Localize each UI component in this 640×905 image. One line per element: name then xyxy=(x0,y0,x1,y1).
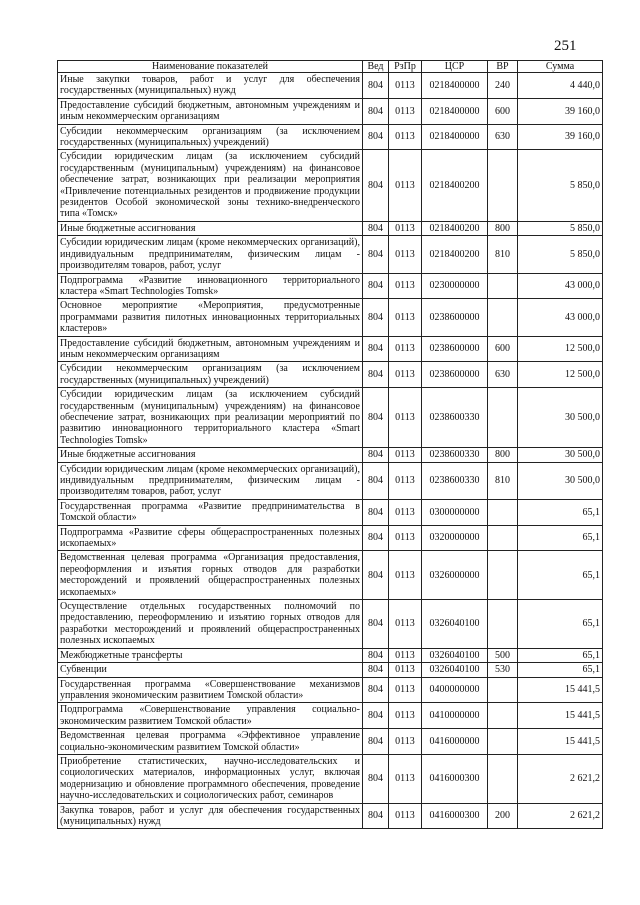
cell-ved: 804 xyxy=(363,124,389,150)
cell-ved: 804 xyxy=(363,362,389,388)
cell-ved: 804 xyxy=(363,299,389,336)
cell-ved: 804 xyxy=(363,388,389,448)
cell-name: Ведомственная целевая программа «Организация предоставления, переоформления и изъятия горных отводов для разработки месторождений и проявлений общераспространенных полезных ископаемых» xyxy=(58,551,363,600)
cell-ved: 804 xyxy=(363,73,389,99)
cell-ved: 804 xyxy=(363,221,389,235)
table-row xyxy=(58,336,603,362)
cell-name: Подпрограмма «Развитие сферы общераспространенных полезных ископаемых» xyxy=(58,525,363,551)
cell-name: Осуществление отдельных государственных полномочий по предоставлению, переоформлению и изъятию горных отводов для разработки месторождений и проявлений общераспространенных полезных ископаемых xyxy=(58,600,363,649)
cell-name: Основное мероприятие «Мероприятия, предусмотренные программами развития пилотных инновационных территориальных кластеров» xyxy=(58,299,363,336)
cell-name: Предоставление субсидий бюджетным, автономным учреждениям и иным некоммерческим организациям xyxy=(58,336,363,362)
table-header-row xyxy=(58,61,603,73)
cell-ved: 804 xyxy=(363,499,389,525)
cell-csr: 0326040100 xyxy=(422,663,488,677)
cell-ved: 804 xyxy=(363,236,389,273)
cell-sum: 5 850,0 xyxy=(518,236,603,273)
cell-sum: 12 500,0 xyxy=(518,336,603,362)
cell-sum: 65,1 xyxy=(518,648,603,662)
cell-ved: 804 xyxy=(363,729,389,755)
cell-rzpr: 0113 xyxy=(389,124,422,150)
cell-rzpr: 0113 xyxy=(389,525,422,551)
cell-sum: 43 000,0 xyxy=(518,299,603,336)
cell-name: Субсидии некоммерческим организациям (за исключением государственных (муниципальных) учреждений) xyxy=(58,124,363,150)
cell-name: Субвенции xyxy=(58,663,363,677)
table-row xyxy=(58,551,603,600)
cell-vr xyxy=(488,299,518,336)
cell-sum: 15 441,5 xyxy=(518,677,603,703)
cell-csr: 0238600000 xyxy=(422,336,488,362)
cell-csr: 0230000000 xyxy=(422,273,488,299)
cell-rzpr: 0113 xyxy=(389,729,422,755)
cell-rzpr: 0113 xyxy=(389,150,422,221)
cell-vr: 600 xyxy=(488,336,518,362)
cell-name: Субсидии юридическим лицам (кроме некоммерческих организаций), индивидуальным предпринимателям, физическим лицам - производителям товаров, работ, услуг xyxy=(58,462,363,499)
cell-csr: 0416000300 xyxy=(422,803,488,829)
cell-rzpr: 0113 xyxy=(389,551,422,600)
cell-ved: 804 xyxy=(363,663,389,677)
cell-rzpr: 0113 xyxy=(389,299,422,336)
page-number: 251 xyxy=(554,38,577,54)
cell-vr xyxy=(488,273,518,299)
cell-vr xyxy=(488,150,518,221)
cell-ved: 804 xyxy=(363,448,389,462)
cell-rzpr: 0113 xyxy=(389,803,422,829)
cell-csr: 0326040100 xyxy=(422,648,488,662)
cell-sum: 4 440,0 xyxy=(518,73,603,99)
cell-name: Субсидии юридическим лицам (за исключением субсидий государственным (муниципальным) учреждениям) на финансовое обеспечение затрат, возникающих при реализации мероприятия «Привлечение потенциальных резидентов и продвижение продукции резидентов Особой экономической зоны технико-внедренческого типа «Томск» xyxy=(58,150,363,221)
cell-sum: 2 621,2 xyxy=(518,803,603,829)
cell-name: Иные бюджетные ассигнования xyxy=(58,448,363,462)
header-rzpr: РзПр xyxy=(389,61,422,73)
cell-sum: 65,1 xyxy=(518,499,603,525)
budget-table xyxy=(57,60,603,829)
cell-csr: 0218400000 xyxy=(422,73,488,99)
header-vr: ВР xyxy=(488,61,518,73)
cell-csr: 0300000000 xyxy=(422,499,488,525)
table-row xyxy=(58,299,603,336)
cell-name: Субсидии некоммерческим организациям (за исключением государственных (муниципальных) учреждений) xyxy=(58,362,363,388)
cell-sum: 43 000,0 xyxy=(518,273,603,299)
cell-sum: 5 850,0 xyxy=(518,150,603,221)
cell-vr: 810 xyxy=(488,462,518,499)
cell-vr xyxy=(488,600,518,649)
cell-rzpr: 0113 xyxy=(389,362,422,388)
cell-vr: 800 xyxy=(488,221,518,235)
cell-vr xyxy=(488,677,518,703)
cell-ved: 804 xyxy=(363,336,389,362)
cell-csr: 0218400200 xyxy=(422,221,488,235)
cell-rzpr: 0113 xyxy=(389,677,422,703)
table-row xyxy=(58,73,603,99)
table-body xyxy=(58,73,603,829)
cell-rzpr: 0113 xyxy=(389,336,422,362)
cell-name: Межбюджетные трансферты xyxy=(58,648,363,662)
cell-csr: 0238600330 xyxy=(422,448,488,462)
cell-ved: 804 xyxy=(363,600,389,649)
cell-name: Государственная программа «Совершенствование механизмов управления экономическим развитием Томской области» xyxy=(58,677,363,703)
cell-vr xyxy=(488,703,518,729)
cell-ved: 804 xyxy=(363,754,389,803)
cell-vr xyxy=(488,388,518,448)
cell-sum: 2 621,2 xyxy=(518,754,603,803)
cell-ved: 804 xyxy=(363,703,389,729)
cell-name: Подпрограмма «Совершенствование управления социально-экономическим развитием Томской области» xyxy=(58,703,363,729)
cell-ved: 804 xyxy=(363,273,389,299)
table-row xyxy=(58,273,603,299)
cell-vr: 630 xyxy=(488,362,518,388)
cell-name: Приобретение статистических, научно-исследовательских и социологических материалов, информационных услуг, включая модернизацию и обновление программного обеспечения, проведение научно-исследовательских и социологических работ, семинаров xyxy=(58,754,363,803)
cell-csr: 0238600330 xyxy=(422,462,488,499)
cell-ved: 804 xyxy=(363,677,389,703)
cell-name: Закупка товаров, работ и услуг для обеспечения государственных (муниципальных) нужд xyxy=(58,803,363,829)
cell-vr: 810 xyxy=(488,236,518,273)
table-row xyxy=(58,388,603,448)
cell-ved: 804 xyxy=(363,648,389,662)
header-sum: Сумма xyxy=(518,61,603,73)
cell-vr: 240 xyxy=(488,73,518,99)
cell-name: Ведомственная целевая программа «Эффективное управление социально-экономическим развитием Томской области» xyxy=(58,729,363,755)
table-row xyxy=(58,462,603,499)
cell-name: Подпрограмма «Развитие инновационного территориального кластера «Smart Technologies Tomsk» xyxy=(58,273,363,299)
cell-ved: 804 xyxy=(363,150,389,221)
cell-sum: 39 160,0 xyxy=(518,98,603,124)
cell-csr: 0416000300 xyxy=(422,754,488,803)
cell-vr xyxy=(488,499,518,525)
cell-vr: 200 xyxy=(488,803,518,829)
table-row xyxy=(58,448,603,462)
cell-csr: 0410000000 xyxy=(422,703,488,729)
cell-rzpr: 0113 xyxy=(389,600,422,649)
cell-rzpr: 0113 xyxy=(389,221,422,235)
cell-vr: 600 xyxy=(488,98,518,124)
cell-vr xyxy=(488,754,518,803)
cell-rzpr: 0113 xyxy=(389,273,422,299)
cell-vr: 630 xyxy=(488,124,518,150)
cell-csr: 0326040100 xyxy=(422,600,488,649)
cell-rzpr: 0113 xyxy=(389,448,422,462)
table-row xyxy=(58,803,603,829)
table-row xyxy=(58,754,603,803)
header-ved: Вед xyxy=(363,61,389,73)
cell-ved: 804 xyxy=(363,551,389,600)
cell-rzpr: 0113 xyxy=(389,462,422,499)
table-row xyxy=(58,362,603,388)
table-row xyxy=(58,525,603,551)
cell-vr xyxy=(488,525,518,551)
table-row xyxy=(58,221,603,235)
cell-sum: 39 160,0 xyxy=(518,124,603,150)
cell-vr xyxy=(488,729,518,755)
cell-csr: 0238600330 xyxy=(422,388,488,448)
cell-sum: 65,1 xyxy=(518,525,603,551)
cell-name: Государственная программа «Развитие предпринимательства в Томской области» xyxy=(58,499,363,525)
table-row xyxy=(58,98,603,124)
header-name: Наименование показателей xyxy=(58,61,363,73)
table-row xyxy=(58,124,603,150)
cell-rzpr: 0113 xyxy=(389,98,422,124)
cell-sum: 65,1 xyxy=(518,663,603,677)
cell-vr: 500 xyxy=(488,648,518,662)
cell-csr: 0218400200 xyxy=(422,150,488,221)
cell-name: Предоставление субсидий бюджетным, автономным учреждениям и иным некоммерческим организациям xyxy=(58,98,363,124)
cell-csr: 0218400200 xyxy=(422,236,488,273)
cell-csr: 0238600000 xyxy=(422,299,488,336)
cell-rzpr: 0113 xyxy=(389,73,422,99)
table-row xyxy=(58,729,603,755)
table-row xyxy=(58,236,603,273)
cell-sum: 65,1 xyxy=(518,600,603,649)
cell-ved: 804 xyxy=(363,98,389,124)
cell-rzpr: 0113 xyxy=(389,754,422,803)
cell-name: Иные закупки товаров, работ и услуг для обеспечения государственных (муниципальных) нужд xyxy=(58,73,363,99)
cell-csr: 0218400000 xyxy=(422,98,488,124)
table-row xyxy=(58,703,603,729)
cell-rzpr: 0113 xyxy=(389,388,422,448)
cell-csr: 0218400000 xyxy=(422,124,488,150)
cell-rzpr: 0113 xyxy=(389,648,422,662)
cell-rzpr: 0113 xyxy=(389,236,422,273)
cell-sum: 65,1 xyxy=(518,551,603,600)
cell-ved: 804 xyxy=(363,462,389,499)
table-row xyxy=(58,663,603,677)
table-row xyxy=(58,648,603,662)
cell-csr: 0416000000 xyxy=(422,729,488,755)
cell-rzpr: 0113 xyxy=(389,499,422,525)
cell-name: Субсидии юридическим лицам (кроме некоммерческих организаций), индивидуальным предпринимателям, физическим лицам - производителям товаров, работ, услуг xyxy=(58,236,363,273)
cell-name: Субсидии юридическим лицам (за исключением субсидий государственным (муниципальным) учреждениям) на финансовое обеспечение затрат, возникающих при реализации мероприятий по развитию инновационного территориального кластера «Smart Technologies Tomsk» xyxy=(58,388,363,448)
cell-ved: 804 xyxy=(363,525,389,551)
cell-sum: 15 441,5 xyxy=(518,729,603,755)
cell-csr: 0238600000 xyxy=(422,362,488,388)
cell-sum: 30 500,0 xyxy=(518,462,603,499)
cell-csr: 0326000000 xyxy=(422,551,488,600)
cell-vr: 800 xyxy=(488,448,518,462)
cell-sum: 15 441,5 xyxy=(518,703,603,729)
cell-csr: 0400000000 xyxy=(422,677,488,703)
cell-vr: 530 xyxy=(488,663,518,677)
cell-vr xyxy=(488,551,518,600)
cell-ved: 804 xyxy=(363,803,389,829)
table-row xyxy=(58,150,603,221)
cell-sum: 12 500,0 xyxy=(518,362,603,388)
cell-sum: 30 500,0 xyxy=(518,448,603,462)
table-row xyxy=(58,600,603,649)
cell-rzpr: 0113 xyxy=(389,663,422,677)
cell-csr: 0320000000 xyxy=(422,525,488,551)
table-row xyxy=(58,499,603,525)
cell-sum: 5 850,0 xyxy=(518,221,603,235)
cell-name: Иные бюджетные ассигнования xyxy=(58,221,363,235)
header-csr: ЦСР xyxy=(422,61,488,73)
cell-sum: 30 500,0 xyxy=(518,388,603,448)
table-row xyxy=(58,677,603,703)
cell-rzpr: 0113 xyxy=(389,703,422,729)
